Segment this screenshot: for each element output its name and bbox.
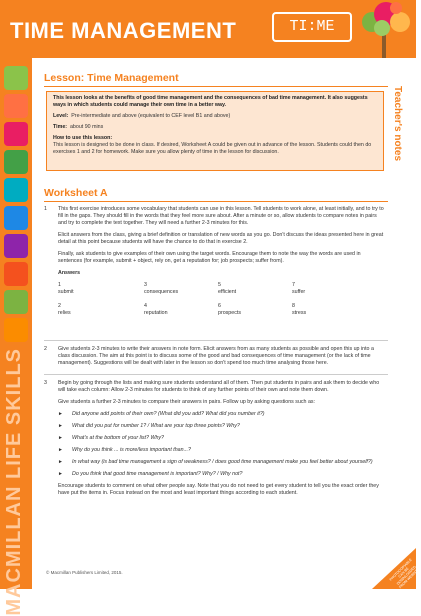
- answer-item: 1 submit: [58, 282, 74, 295]
- photocopiable-badge: [372, 548, 421, 590]
- brand-label: MACMILLAN LIFE SKILLS: [3, 348, 25, 616]
- exercise-number: 2: [44, 346, 47, 352]
- network-icon: [4, 178, 28, 202]
- divider: [44, 374, 388, 375]
- answer-item: 8 stress: [292, 303, 307, 316]
- paragraph: This first exercise introduces some vocabulary that students can use in this lesson. Tell students to work alone, at least initially, and to try to fill in the gaps. They should fill in the words that they feel more sure about. After a minute or so, allow students to compare notes in pairs and try to complete the text together. They will need a further 2-3 minutes for this.: [58, 206, 384, 226]
- paragraph: Encourage students to comment on what other people say. Note that you do not need to get every student to tell you the exact order they have put the items in. Focus instead on the most and least important things according to each student.: [58, 483, 379, 496]
- jigsaw-icon: [4, 262, 28, 286]
- exercise-3: [44, 380, 384, 550]
- question-bullet: ► Did anyone add points of their own? (What did you add? What did you number it?): [58, 411, 384, 418]
- question-bullet: ► Do you think that good time management is important? Why? / Why not?: [58, 471, 384, 478]
- lesson-info-box: [46, 91, 384, 171]
- plant-icon: [4, 150, 28, 174]
- howto-title: How to use this lesson:: [53, 135, 113, 141]
- question-bullet: ► What did you put for number 1? / What are your top three points? Why?: [58, 423, 384, 430]
- teachers-notes-label: Teacher's notes: [392, 86, 403, 161]
- question-bullet: ► What's at the bottom of your list? Why?: [58, 435, 384, 442]
- paragraph: Give students 2-3 minutes to write their answers in note form. Elicit answers from as many students as possible and open this up into a class discussion. The aim at this point is to discuss some of the good and bad consequences of time management (or the lack of time management). Suggestions will be dealt with later in the lesson so don't spend too much time analysing those here.: [58, 346, 374, 366]
- sidebar: [0, 58, 32, 616]
- divider: [44, 340, 388, 341]
- cloud-icon: [4, 206, 28, 230]
- answer-item: 2 relies: [58, 303, 71, 316]
- exercise-number: 1: [44, 206, 47, 212]
- answer-item: 7 suffer: [292, 282, 306, 295]
- paragraph: Finally, ask students to give examples of their own using the target words. Encourage them to note the way the words are used in sentences (for example, submit + object, rely on, get a reputation for; job prospects; suffer from).: [58, 251, 361, 264]
- brand-vertical: [3, 348, 29, 616]
- time-label: Time:: [53, 124, 68, 130]
- worksheet-title: Worksheet A: [44, 187, 108, 199]
- time-logo: TI:ME: [272, 12, 352, 42]
- bulb-icon: [4, 290, 28, 314]
- tree-illustration: [352, 0, 416, 58]
- figures-icon: [4, 318, 28, 342]
- time-value: about 90 mins: [69, 124, 104, 130]
- lesson-intro: This lesson looks at the benefits of good time management and the consequences of bad time management. It also suggests ways in which students could manage their own time in a better way.: [53, 95, 368, 108]
- question-bullet: ► Why do you think ... is more/less important than...?: [58, 447, 384, 454]
- answers-title: Answers: [58, 270, 81, 276]
- level-label: Level:: [53, 113, 69, 119]
- copyright-footer: © Macmillan Publishers Limited, 2015.: [46, 570, 123, 575]
- level-value: Pre-intermediate and above (equivalent to CEF level B1 and above): [71, 113, 231, 119]
- answer-item: 6 prospects: [218, 303, 241, 316]
- lightbulb-icon: [4, 122, 28, 146]
- answer-item: 5 efficient: [218, 282, 237, 295]
- lesson-title: Lesson: Time Management: [44, 72, 179, 84]
- answers-grid: [58, 282, 384, 317]
- exercise-number: 3: [44, 380, 47, 386]
- badge-text: PHOTOCOPIABLE CAN BE DOWNLOADED FROM WEBSITE: [388, 557, 421, 590]
- divider: [44, 86, 388, 87]
- paragraph: Elicit answers from the class, giving a brief definition or translation of new words as you go. Don't discuss the ideas presented here in great detail at this point because students will have the chance to do that in exercise 2.: [58, 232, 384, 245]
- book-icon: [4, 66, 28, 90]
- paragraph: Begin by going through the lists and making sure students understand all of them. Then put students in pairs and ask them to decide who will take each column: Allow 2-3 minutes for students to think of any further points of their own and note them down.: [58, 380, 380, 393]
- answer-item: 3 consequences: [144, 282, 179, 295]
- paragraph: Give students a further 2-3 minutes to compare their answers in pairs. Follow up by asking questions such as:: [58, 399, 316, 405]
- header-banner: [0, 0, 416, 58]
- globe-icon: [4, 234, 28, 258]
- people-icon: [4, 94, 28, 118]
- page-title: TIME MANAGEMENT: [10, 18, 237, 43]
- howto-text: This lesson is designed to be done in class. If desired, Worksheet A could be given out in advance of the lesson. Students could then do exercises 1 and 2 for homework. Make sure you allow plenty of time in the lesson for discussion.: [53, 142, 372, 155]
- answer-item: 4 reputation: [144, 303, 168, 316]
- question-bullet: ► In what way (is bad time management a sign of weakness? / does good time management make you feel better about yourself?): [58, 459, 384, 466]
- divider: [44, 201, 388, 202]
